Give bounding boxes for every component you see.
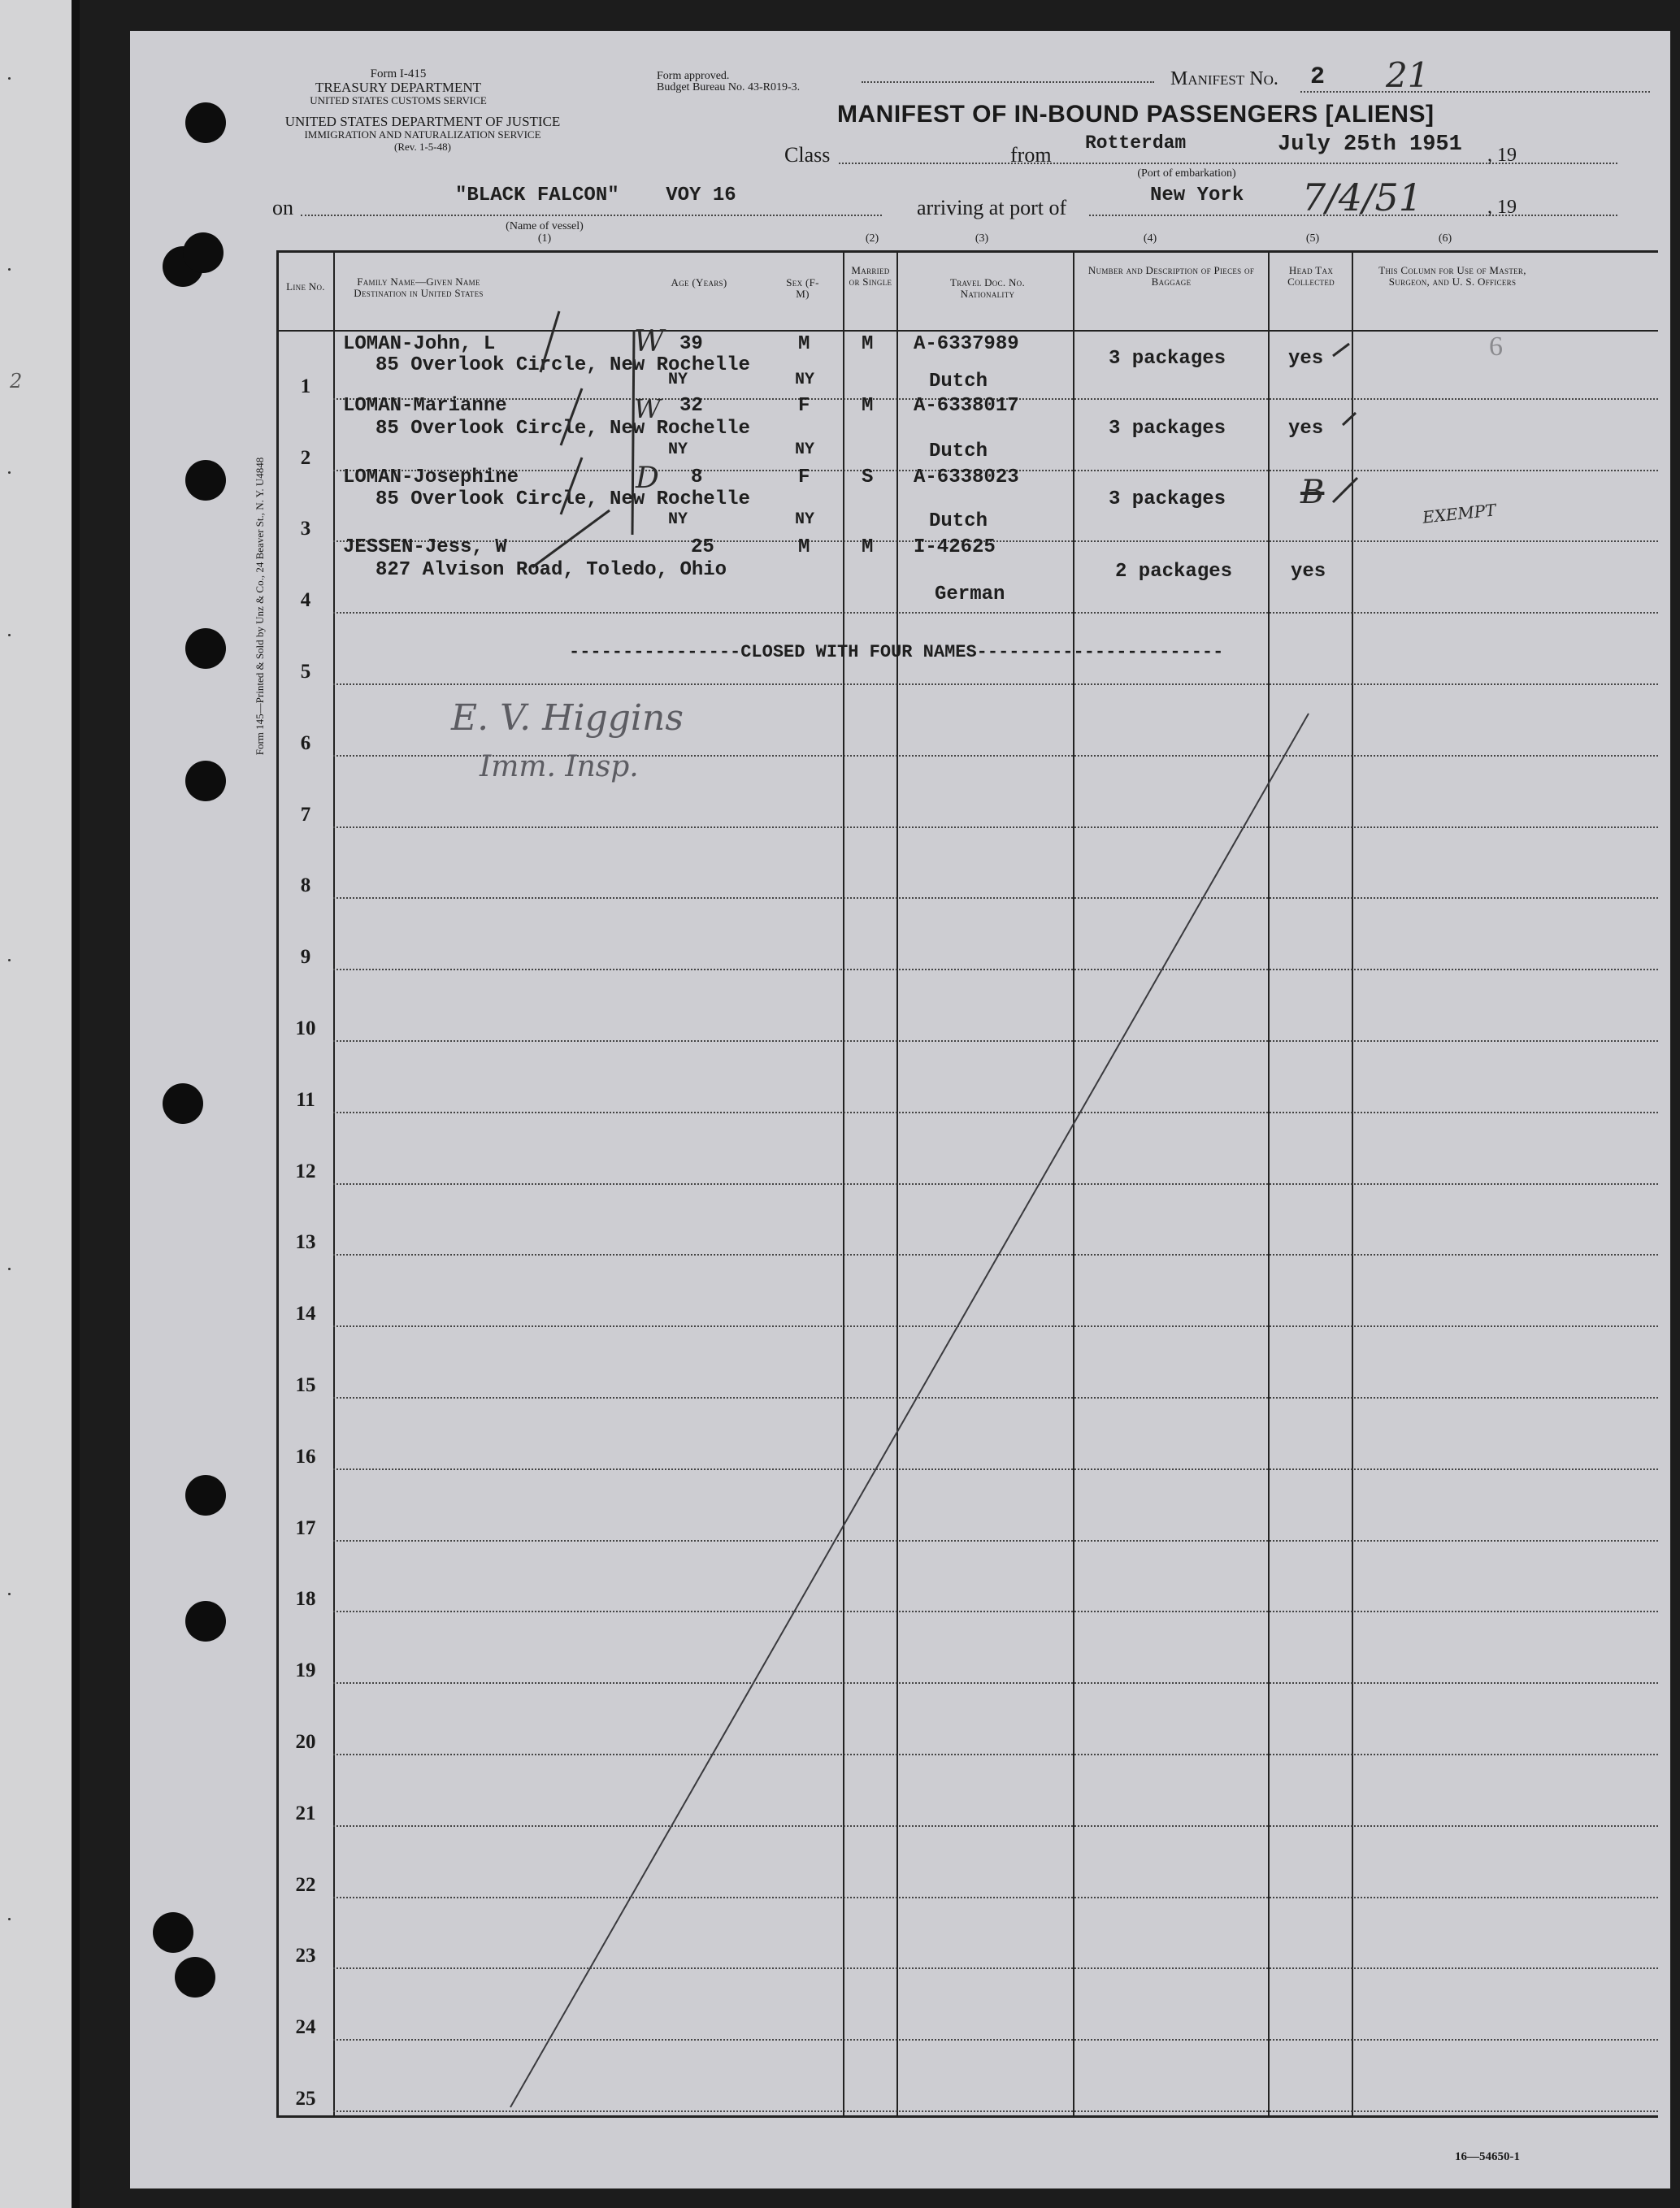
closed-statement: ----------------CLOSED WITH FOUR NAMES----------------------- — [569, 642, 1224, 662]
passenger-tax: yes — [1288, 418, 1324, 440]
form-approved: Form approved. — [657, 70, 730, 82]
year-suffix: , 19 — [1487, 197, 1517, 218]
officer-mark: 6 — [1489, 332, 1503, 362]
passenger-age: 32 — [679, 395, 703, 417]
passenger-baggage: 3 packages — [1109, 488, 1226, 510]
line-number: 5 — [300, 661, 311, 683]
departure-date: July 25th 1951 — [1278, 132, 1462, 157]
column-number: (2) — [865, 232, 879, 245]
speck — [8, 634, 11, 636]
bracket-line — [632, 330, 634, 535]
passenger-tax: yes — [1291, 561, 1326, 583]
ins-service: IMMIGRATION AND NATURALIZATION SERVICE — [304, 128, 541, 141]
arrival-date-handwritten: 7/4/51 — [1302, 176, 1423, 219]
passenger-nationality: Dutch — [929, 510, 988, 532]
speck — [8, 1918, 11, 1920]
passenger-address: 827 Alvison Road, Toledo, Ohio — [376, 559, 727, 581]
passenger-name: LOMAN-John, L — [343, 333, 496, 355]
vessel-name: "BLACK FALCON" VOY 16 — [455, 184, 736, 206]
vessel-caption: (Name of vessel) — [506, 220, 584, 232]
speck — [8, 1593, 11, 1595]
column-number: (5) — [1305, 232, 1320, 245]
line-number: 12 — [295, 1160, 316, 1182]
line-number: 23 — [295, 1945, 316, 1967]
line-number: 11 — [296, 1088, 315, 1111]
column-number: (6) — [1438, 232, 1452, 245]
page-edge-shadow — [72, 0, 80, 2208]
line-number: 7 — [300, 803, 311, 826]
speck — [8, 1268, 11, 1270]
on-label: on — [272, 196, 293, 219]
customs-service: UNITED STATES CUSTOMS SERVICE — [310, 94, 487, 106]
passenger-city-state: NY NY — [668, 440, 815, 459]
column-header-name: Family Name—Given Name Destination in United States — [354, 275, 484, 299]
passenger-age: 39 — [679, 333, 703, 355]
passenger-tax: yes — [1288, 348, 1324, 370]
column-number: (3) — [975, 232, 989, 245]
passenger-nationality: Dutch — [929, 371, 988, 393]
passenger-baggage: 3 packages — [1109, 348, 1226, 370]
page-title: MANIFEST OF IN-BOUND PASSENGERS [ALIENS] — [837, 101, 1435, 128]
passenger-address: 85 Overlook Circle, New Rochelle — [376, 488, 750, 510]
pen-markings — [130, 31, 1670, 2188]
year-suffix: , 19 — [1487, 145, 1517, 166]
column-header-travel: Travel Doc. No. Nationality — [949, 276, 1026, 300]
column-header-age: Age (Years) — [671, 276, 727, 288]
check-mark — [540, 311, 559, 372]
line-number: 19 — [295, 1659, 316, 1682]
passenger-doc: A-6338017 — [914, 395, 1019, 417]
age-annotation: D — [636, 462, 659, 495]
revision-date: (Rev. 1-5-48) — [394, 141, 451, 153]
passenger-address: 85 Overlook Circle, New Rochelle — [376, 354, 750, 376]
line-number: 20 — [295, 1731, 316, 1753]
passenger-sex: F — [798, 395, 810, 417]
arriving-label: arriving at port of — [917, 196, 1067, 219]
passenger-baggage: 2 packages — [1115, 561, 1233, 583]
passenger-name: LOMAN-Marianne — [343, 395, 507, 417]
passenger-marital: M — [862, 333, 874, 355]
line-number: 24 — [295, 2016, 316, 2039]
justice-dept: UNITED STATES DEPARTMENT OF JUSTICE — [284, 114, 561, 129]
passenger-city-state: NY NY — [668, 510, 815, 529]
age-annotation: W — [634, 393, 661, 424]
line-number: 14 — [295, 1303, 316, 1325]
from-label: from — [1010, 143, 1052, 167]
column-number: (1) — [537, 232, 552, 245]
line-number: 1 — [300, 375, 311, 397]
printer-imprint: Form 145—Printed & Sold by Unz & Co., 24 Beaver St., N. Y. U4848 — [254, 457, 266, 756]
column-number: (4) — [1143, 232, 1157, 245]
passenger-sex: M — [798, 536, 810, 558]
check-mark — [561, 458, 582, 514]
column-header-married: Married or Single — [849, 264, 892, 288]
passenger-marital: M — [862, 536, 874, 558]
passenger-tax: B — [1300, 474, 1325, 511]
line-number: 9 — [300, 946, 311, 969]
manifest-no-label: Manifest No. — [1170, 68, 1278, 89]
budget-bureau: Budget Bureau No. 43-R019-3. — [657, 81, 801, 93]
arrival-port: New York — [1150, 184, 1244, 206]
passenger-marital: S — [862, 466, 874, 488]
column-header-officers: This Column for Use of Master, Surgeon, and U. S. Officers — [1378, 264, 1526, 288]
line-number: 8 — [300, 874, 311, 897]
passenger-sex: M — [798, 333, 810, 355]
exempt-stamp: EXEMPT — [1421, 500, 1497, 527]
line-number: 16 — [295, 1445, 316, 1468]
line-number: 4 — [300, 589, 311, 612]
age-annotation: W — [634, 325, 665, 358]
passenger-doc: A-6338023 — [914, 466, 1019, 488]
port-embark-caption: (Port of embarkation) — [1137, 167, 1236, 180]
passenger-doc: I-42625 — [914, 536, 996, 558]
column-header-tax: Head Tax Collected — [1287, 264, 1335, 288]
line-number: 2 — [300, 446, 311, 469]
check-mark — [532, 510, 610, 567]
manifest-no-handwritten: 21 — [1386, 55, 1430, 95]
passenger-marital: M — [862, 395, 874, 417]
passenger-nationality: Dutch — [929, 440, 988, 462]
speck — [8, 268, 11, 271]
passenger-doc: A-6337989 — [914, 333, 1019, 355]
passenger-name: JESSEN-Jess, W — [343, 536, 507, 558]
passenger-sex: F — [798, 466, 810, 488]
passenger-baggage: 3 packages — [1109, 418, 1226, 440]
speck — [8, 959, 11, 961]
speck — [8, 471, 11, 474]
line-number: 25 — [295, 2088, 316, 2110]
column-header-sex: Sex (F-M) — [786, 276, 819, 300]
treasury-dept: TREASURY DEPARTMENT — [315, 80, 482, 95]
passenger-name: LOMAN-Josephine — [343, 466, 519, 488]
speck — [8, 77, 11, 80]
line-number: 10 — [295, 1017, 316, 1039]
line-number: 13 — [295, 1231, 316, 1254]
passenger-age: 8 — [691, 466, 703, 488]
line-number: 22 — [295, 1873, 316, 1896]
passenger-age: 25 — [691, 536, 714, 558]
footer-code: 16—54650-1 — [1455, 2150, 1520, 2163]
class-label: Class — [784, 143, 831, 167]
line-number: 17 — [295, 1516, 316, 1539]
line-number: 21 — [295, 1802, 316, 1824]
inspector-signature: E. V. Higgins — [451, 697, 684, 739]
adjacent-page-strip — [0, 0, 77, 2208]
adjacent-page-mark: 2 — [10, 370, 23, 393]
check-mark — [561, 388, 582, 445]
column-header-baggage: Number and Description of Pieces of Baggage — [1087, 264, 1255, 288]
inspector-title: Imm. Insp. — [480, 750, 639, 783]
passenger-nationality: German — [935, 583, 1005, 605]
column-header-line: Line No. — [286, 280, 325, 293]
port-of-embarkation: Rotterdam — [1085, 132, 1187, 154]
tick-mark — [1343, 413, 1356, 425]
form-number: Form I-415 — [370, 67, 427, 80]
passenger-city-state: NY NY — [668, 371, 815, 389]
tick-mark — [1333, 344, 1349, 356]
manifest-page — [130, 31, 1670, 2188]
passenger-address: 85 Overlook Circle, New Rochelle — [376, 418, 750, 440]
cancel-diagonal — [510, 714, 1309, 2107]
line-number: 15 — [295, 1374, 316, 1396]
tick-mark — [1333, 478, 1357, 502]
line-number: 3 — [300, 518, 311, 540]
line-number: 6 — [300, 731, 311, 754]
line-number: 18 — [295, 1588, 316, 1611]
manifest-no: 2 — [1310, 63, 1326, 91]
